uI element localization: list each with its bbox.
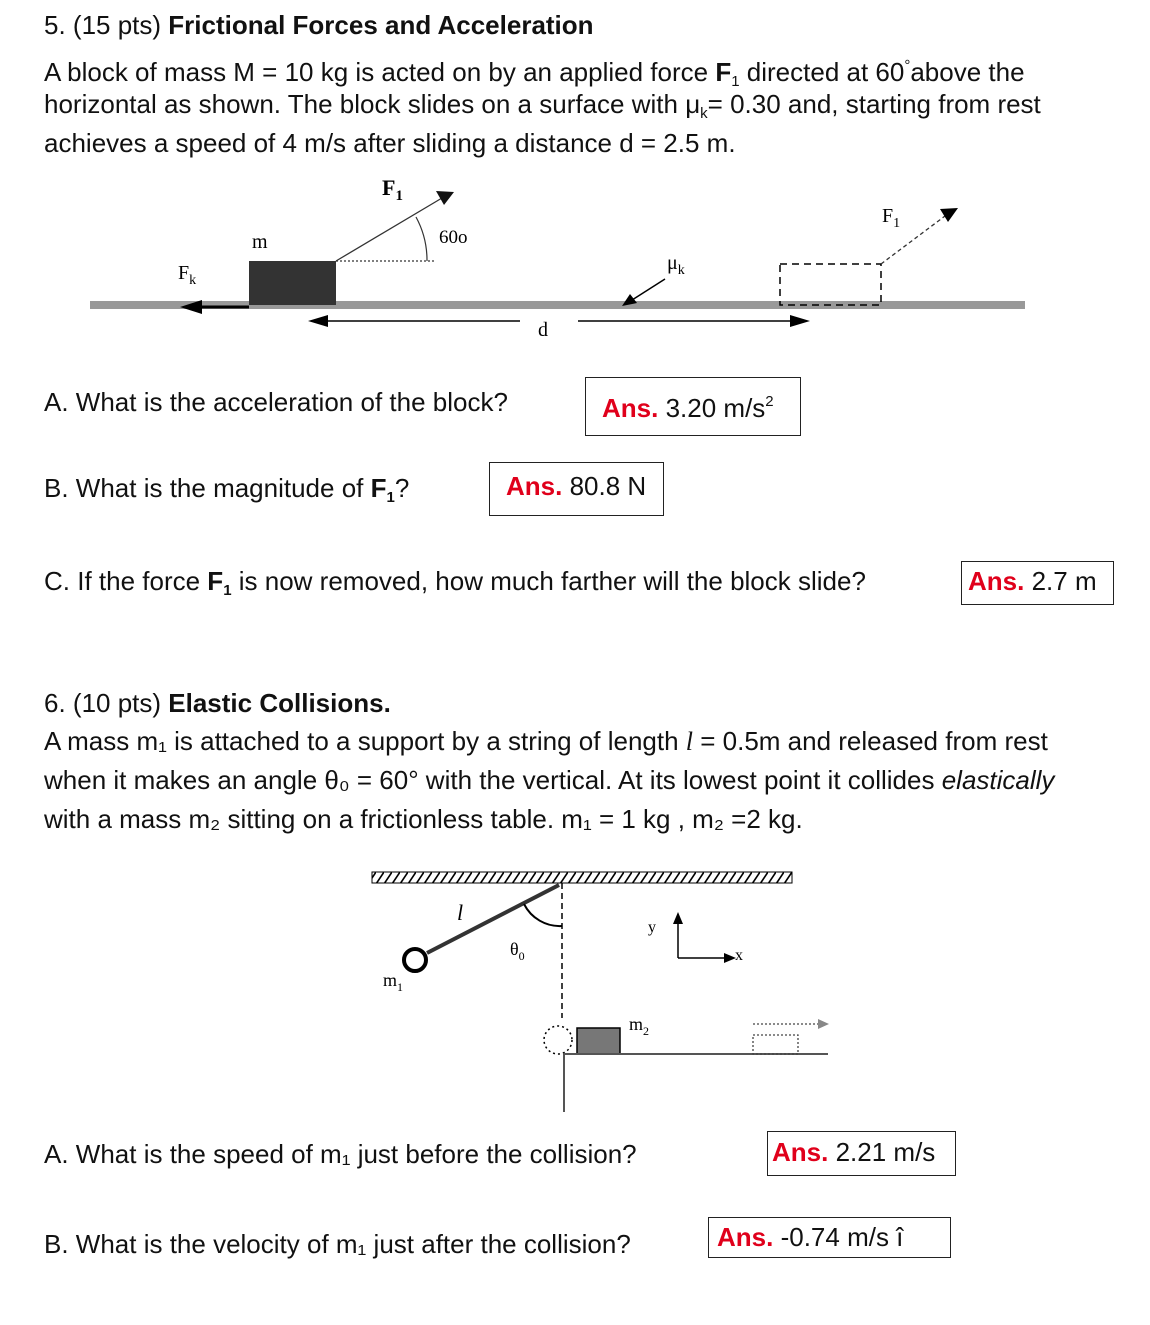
pendulum-string <box>427 885 559 953</box>
length-label: l <box>457 900 464 925</box>
q6-number: 6. (10 pts) <box>44 688 169 718</box>
theta-arc <box>524 904 562 926</box>
q5c-q-b: is now removed, how much farther will the block slide? <box>231 566 866 596</box>
mass-m2 <box>577 1028 620 1054</box>
q5a-ans-value: 3.20 m/s <box>665 393 766 423</box>
q6-line2-em: elastically <box>941 765 1055 795</box>
q5-line2-b: = 0.30 and, starting from rest <box>707 89 1041 119</box>
angle-arc <box>416 217 427 261</box>
q6b-ans-label: Ans. <box>717 1222 774 1252</box>
muk-arrow <box>632 279 665 300</box>
y-axis-label: y <box>648 919 656 936</box>
q6-line1-b: = 0.5m and released from rest <box>693 726 1048 756</box>
q5c-ans-value: 2.7 m <box>1031 566 1097 596</box>
q6-line-2 <box>44 761 1054 800</box>
y-axis-arrowhead-icon <box>673 912 683 924</box>
q5-heading <box>44 6 594 45</box>
d-label: d <box>538 319 548 341</box>
q5b-question <box>44 469 409 517</box>
angle-label: 60o <box>439 227 468 248</box>
block-m <box>249 261 336 305</box>
q5-line2-sub: k <box>700 105 708 122</box>
x-axis-label: x <box>735 947 743 964</box>
q5-line1-f: F <box>715 57 732 87</box>
m2-final-position <box>753 1035 798 1054</box>
q6-pendulum-diagram <box>0 860 1150 1120</box>
q6-line2-a: when it makes an angle θ₀ = 60° with the vertical. At its lowest point it collides <box>44 765 942 795</box>
q5-line1-c: above the <box>910 57 1025 87</box>
q5c-q-f: F <box>207 566 224 596</box>
q5-line1-sub: 1 <box>731 73 740 90</box>
fk-label: $F_k$ <box>178 262 197 288</box>
q5a-question: A. What is the acceleration of the block? <box>44 387 508 417</box>
q5c-answer-box <box>961 561 1114 605</box>
q5b-q-a: B. What is the magnitude of <box>44 473 371 503</box>
q5-line1-b: directed at 60 <box>739 57 905 87</box>
q6b-question: B. What is the velocity of m₁ just after the collision? <box>44 1229 631 1259</box>
q6-line1-a: A mass m₁ is attached to a support by a string of length <box>44 726 686 756</box>
q5b-answer-box <box>489 462 664 516</box>
q5a-answer-box <box>585 377 801 436</box>
q5-line-3: achieves a speed of 4 m/s after sliding a distance d = 2.5 m. <box>44 128 736 158</box>
f1-arrowhead-icon <box>436 191 454 205</box>
d-left-arrowhead-icon <box>308 315 328 327</box>
f1-label: $F_1$ <box>382 175 403 204</box>
q5b-ans-value: 80.8 N <box>569 471 647 501</box>
q5-line2-a: horizontal as shown. The block slides on a surface with μ <box>44 89 701 119</box>
q5c-question <box>44 562 866 610</box>
q5b-q-b: ? <box>394 473 410 503</box>
q5c-q-sub: 1 <box>223 582 232 599</box>
muk-label: $\mu_k$ <box>667 252 685 278</box>
q5-block-diagram <box>0 160 1150 350</box>
q6a-ans-label: Ans. <box>772 1137 829 1167</box>
f1-right-label: $F_1$ <box>882 205 901 231</box>
q5-title: Frictional Forces and Acceleration <box>168 10 594 40</box>
q5b-q-f: F <box>370 473 387 503</box>
ceiling-support <box>372 872 792 883</box>
d-right-arrowhead-icon <box>790 315 810 327</box>
q6b-ans-value: -0.74 m/s î <box>780 1222 904 1252</box>
f1-right-arrowhead-icon <box>940 208 958 222</box>
q6-line-3: with a mass m₂ sitting on a frictionless table. m₁ = 1 kg , m₂ =2 kg. <box>44 804 803 834</box>
m2-velocity-arrowhead-icon <box>818 1019 829 1029</box>
dashed-block-final <box>780 264 881 305</box>
q6-line1-l: l <box>685 727 694 756</box>
m2-label: $m_2$ <box>629 1014 650 1038</box>
m1-lowest-position <box>544 1026 572 1054</box>
mass-label: m <box>252 231 268 253</box>
q6a-ans-value: 2.21 m/s <box>835 1137 936 1167</box>
q6a-answer-box <box>767 1131 956 1176</box>
q6b-answer-box <box>708 1217 951 1258</box>
q5a-ans-sup: 2 <box>765 393 774 410</box>
q5b-q-sub: 1 <box>386 489 395 506</box>
q5-line1-deg: ° <box>904 57 911 74</box>
q5-line1-a: A block of mass M = 10 kg is acted on by an applied force <box>44 57 716 87</box>
theta-label: $\theta_0$ <box>510 939 525 963</box>
mass-m1 <box>404 949 426 971</box>
q6-title: Elastic Collisions. <box>168 688 391 718</box>
q5a-ans-label: Ans. <box>602 393 659 423</box>
q5c-ans-label: Ans. <box>968 566 1025 596</box>
q6-heading <box>44 684 391 723</box>
q5b-ans-label: Ans. <box>506 471 563 501</box>
m1-label: $m_1$ <box>383 970 404 994</box>
q6a-question: A. What is the speed of m₁ just before the collision? <box>44 1139 637 1169</box>
q5c-q-a: C. If the force <box>44 566 208 596</box>
q6-line-1 <box>44 722 1048 761</box>
q5-number: 5. (15 pts) <box>44 10 169 40</box>
